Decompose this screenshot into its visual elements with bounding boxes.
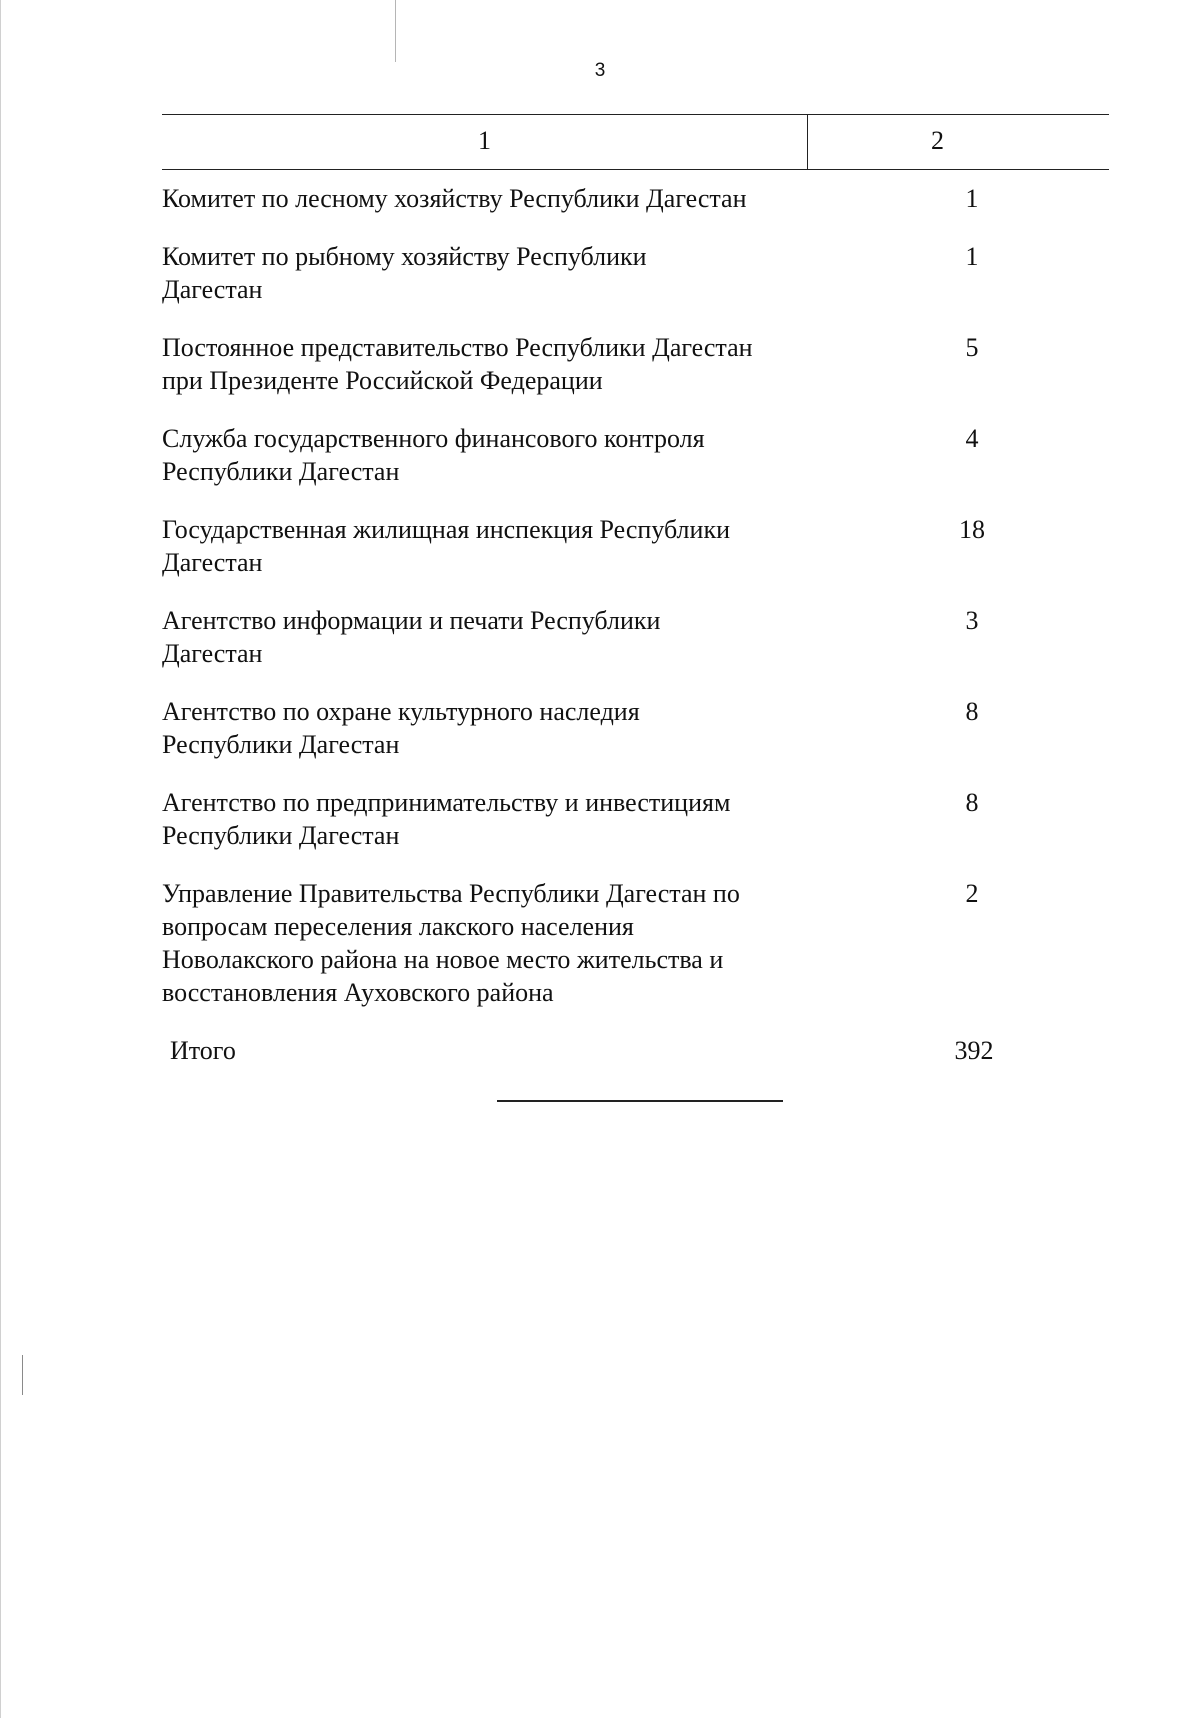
- closing-rule: [497, 1100, 783, 1102]
- row-organization-name: Управление Правительства Республики Дагестан по вопросам переселения лакского населения Новолакского района на новое место жительства и восстановления Ауховского района: [162, 879, 740, 1007]
- row-value: 8: [965, 788, 979, 817]
- scan-left-mark: [22, 1355, 23, 1395]
- column-header-2-label: 2: [931, 126, 944, 155]
- table-row: [162, 513, 1062, 579]
- table-row: [162, 604, 1062, 670]
- table-row: [162, 182, 1062, 215]
- row-value: 3: [965, 606, 979, 635]
- table-header-bottom-rule: [162, 169, 1109, 170]
- table-body: [162, 182, 1062, 1092]
- row-organization-name: Агентство по предпринимательству и инвестициям Республики Дагестан: [162, 788, 731, 850]
- row-value: 1: [965, 184, 979, 213]
- row-organization-name: Постоянное представительство Республики Дагестан при Президенте Российской Федерации: [162, 333, 753, 395]
- row-organization-name: Комитет по рыбному хозяйству Республики Дагестан: [162, 242, 647, 304]
- row-value: 1: [965, 242, 979, 271]
- row-value: 2: [965, 879, 979, 908]
- total-label: Итого: [170, 1036, 236, 1065]
- total-row: [162, 1034, 1062, 1067]
- row-value: 18: [959, 515, 985, 544]
- table-row: [162, 786, 1062, 852]
- row-organization-name: Комитет по лесному хозяйству Республики Дагестан: [162, 184, 747, 213]
- row-value: 8: [965, 697, 979, 726]
- table-row: [162, 240, 1062, 306]
- scan-edge-mark: [0, 0, 1, 1718]
- table-row: [162, 695, 1062, 761]
- column-header-2: [808, 126, 1109, 156]
- scan-top-mark: [395, 0, 396, 62]
- table-header-top-rule: [162, 114, 1109, 115]
- row-organization-name: Государственная жилищная инспекция Республики Дагестан: [162, 515, 730, 577]
- row-organization-name: Агентство информации и печати Республики Дагестан: [162, 606, 661, 668]
- row-value: 5: [965, 333, 979, 362]
- total-value: 392: [954, 1036, 994, 1065]
- page-number: 3: [594, 60, 606, 81]
- table-row: [162, 331, 1062, 397]
- table-row: [162, 877, 1062, 1009]
- row-organization-name: Служба государственного финансового контроля Республики Дагестан: [162, 424, 705, 486]
- row-value: 4: [965, 424, 979, 453]
- table-row: [162, 422, 1062, 488]
- row-organization-name: Агентство по охране культурного наследия Республики Дагестан: [162, 697, 640, 759]
- column-header-1: 1: [478, 126, 491, 155]
